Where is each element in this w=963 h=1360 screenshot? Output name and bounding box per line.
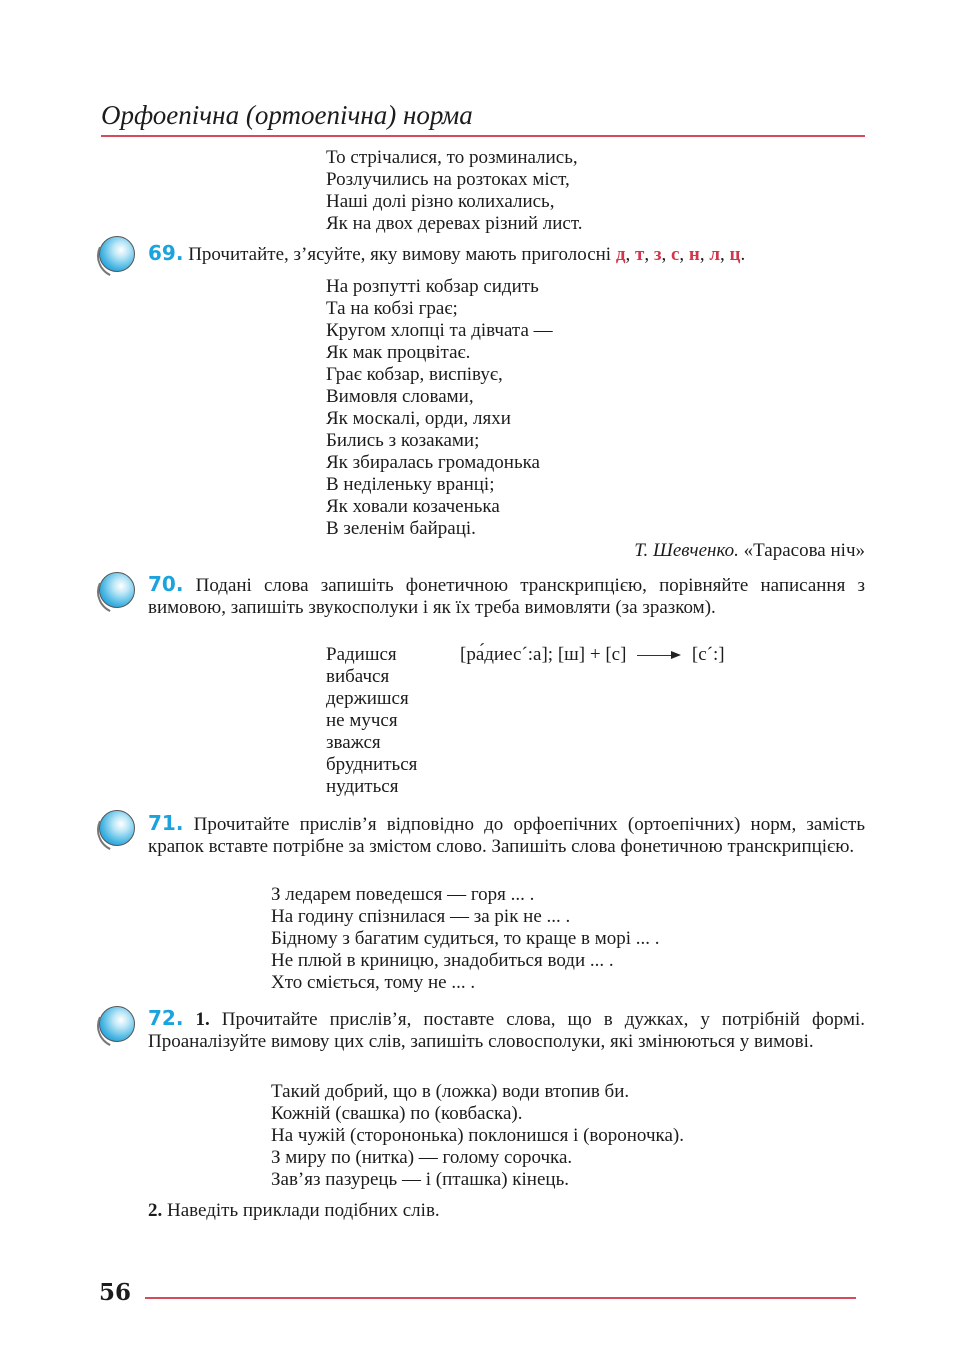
exercise-text: Подані слова запишіть фонетичною транскрипцією, порівняйте написання з вимовою, запишіть звукосполуки і як їх треба вимовляти (за зразком). bbox=[148, 575, 865, 618]
part-label: 2. bbox=[148, 1200, 163, 1221]
proverb: На годину спізнилася — за рік не ... . bbox=[271, 906, 571, 927]
poem-line: Вимовля словами, bbox=[326, 386, 474, 407]
proverb: З миру по (нитка) — голому сорочка. bbox=[271, 1147, 573, 1168]
exercise-number: 72. bbox=[148, 1006, 184, 1030]
word: нудиться bbox=[326, 776, 399, 797]
exercise-71-task bbox=[148, 812, 865, 858]
consonant: н bbox=[688, 244, 700, 265]
poem-line: Як збиралась громадонька bbox=[326, 452, 540, 473]
exercise-text: Прочитайте, з’ясуйте, яку вимову мають приголосні bbox=[188, 244, 612, 265]
consonant: с bbox=[670, 244, 680, 265]
proverb-list bbox=[271, 884, 660, 994]
poem-line: Як ховали козаченька bbox=[326, 496, 500, 517]
exercise-number: 70. bbox=[148, 572, 184, 596]
arrow-right-icon bbox=[637, 650, 681, 662]
poem-line: То стрічалися, то розминались, bbox=[326, 147, 578, 168]
word: не мучся bbox=[326, 710, 398, 731]
poem-top bbox=[326, 147, 582, 235]
proverb-list bbox=[271, 1081, 684, 1191]
consonant: з bbox=[653, 244, 662, 265]
proverb: З ледарем поведешся — горя ... . bbox=[271, 884, 535, 905]
proverb: Такий добрий, що в (ложка) води втопив би. bbox=[271, 1081, 630, 1102]
proverb: Кожній (свашка) по (ковбаска). bbox=[271, 1103, 523, 1124]
consonant: ц bbox=[729, 244, 741, 265]
exercise-72-part2 bbox=[148, 1200, 440, 1222]
poem-line: В зеленім байраці. bbox=[326, 518, 476, 539]
poem-line: Як москалі, орди, ляхи bbox=[326, 408, 511, 429]
transcription-text: [ра́диес´:а]; [ш] + [с] bbox=[460, 644, 627, 665]
poem-line: Бились з козаками; bbox=[326, 430, 480, 451]
consonant: д bbox=[615, 244, 626, 265]
attribution bbox=[634, 540, 865, 562]
word: вибачся bbox=[326, 666, 390, 687]
proverb: Зав’яз пазурець — і (пташка) кінець. bbox=[271, 1169, 569, 1190]
attribution-title: «Тарасова ніч» bbox=[743, 540, 865, 561]
poem-line: Наші долі різно колихались, bbox=[326, 191, 555, 212]
proverb: Хто сміється, тому не ... . bbox=[271, 972, 476, 993]
section-title: Орфоепічна (ортоепічна) норма bbox=[101, 100, 473, 130]
consonant: л bbox=[709, 244, 721, 265]
exercise-69-task: 69. Прочитайте, з’ясуйте, яку вимову мають приголосні д, т, з, с, н, л, ц. bbox=[148, 241, 746, 265]
consonant: т bbox=[634, 244, 645, 265]
header-rule bbox=[101, 135, 865, 137]
page-number: 56 bbox=[99, 1279, 132, 1306]
poem-line: Кругом хлопці та дівчата — bbox=[326, 320, 553, 341]
exercise-70-task bbox=[148, 573, 865, 619]
proverb: Бідному з багатим судиться, то краще в морі ... . bbox=[271, 928, 660, 949]
proverb: На чужій (сторононька) поклонишся і (вороночка). bbox=[271, 1125, 684, 1146]
exercise-number: 69. bbox=[148, 241, 184, 265]
exercise-number: 71. bbox=[148, 811, 184, 835]
word: держишся bbox=[326, 688, 409, 709]
poem-line: Грає кобзар, виспівує, bbox=[326, 364, 503, 385]
poem-shevchenko bbox=[326, 276, 553, 540]
attribution-author: Т. Шевченко. bbox=[634, 540, 739, 561]
word: Радишся bbox=[326, 644, 397, 665]
exercise-marker-icon bbox=[99, 1006, 135, 1042]
exercise-marker-icon bbox=[99, 236, 135, 272]
word: брудниться bbox=[326, 754, 418, 775]
exercise-marker-icon bbox=[99, 810, 135, 846]
proverb: Не плюй в криницю, знадобиться води ... . bbox=[271, 950, 614, 971]
part2-text: Наведіть приклади подібних слів. bbox=[167, 1200, 440, 1221]
part-label: 1. bbox=[195, 1009, 210, 1030]
word-list bbox=[326, 644, 417, 798]
poem-line: Розлучились на розтоках міст, bbox=[326, 169, 570, 190]
transcription-result: [с´:] bbox=[691, 644, 725, 665]
poem-line: На розпутті кобзар сидить bbox=[326, 276, 539, 297]
sample-transcription bbox=[460, 644, 725, 666]
poem-line: Як мак процвітає. bbox=[326, 342, 471, 363]
poem-line: Як на двох деревах різний лист. bbox=[326, 213, 583, 234]
exercise-text: Прочитайте прислів’я відповідно до орфоепічних (ортоепічних) норм, замість крапок вставте потрібне за змістом слово. Запишіть слова фонетичною транскрипцією. bbox=[148, 814, 865, 857]
poem-line: Та на кобзі грає; bbox=[326, 298, 458, 319]
exercise-text: Прочитайте прислів’я, поставте слова, що в дужках, у потрібній формі. Проаналізуйте вимову цих слів, запишіть словосполуки, які змінюються у вимові. bbox=[148, 1009, 866, 1052]
exercise-marker-icon bbox=[99, 572, 135, 608]
word: зважся bbox=[326, 732, 381, 753]
footer-rule bbox=[145, 1297, 856, 1299]
exercise-72-task bbox=[148, 1007, 865, 1053]
poem-line: В неділеньку вранці; bbox=[326, 474, 495, 495]
